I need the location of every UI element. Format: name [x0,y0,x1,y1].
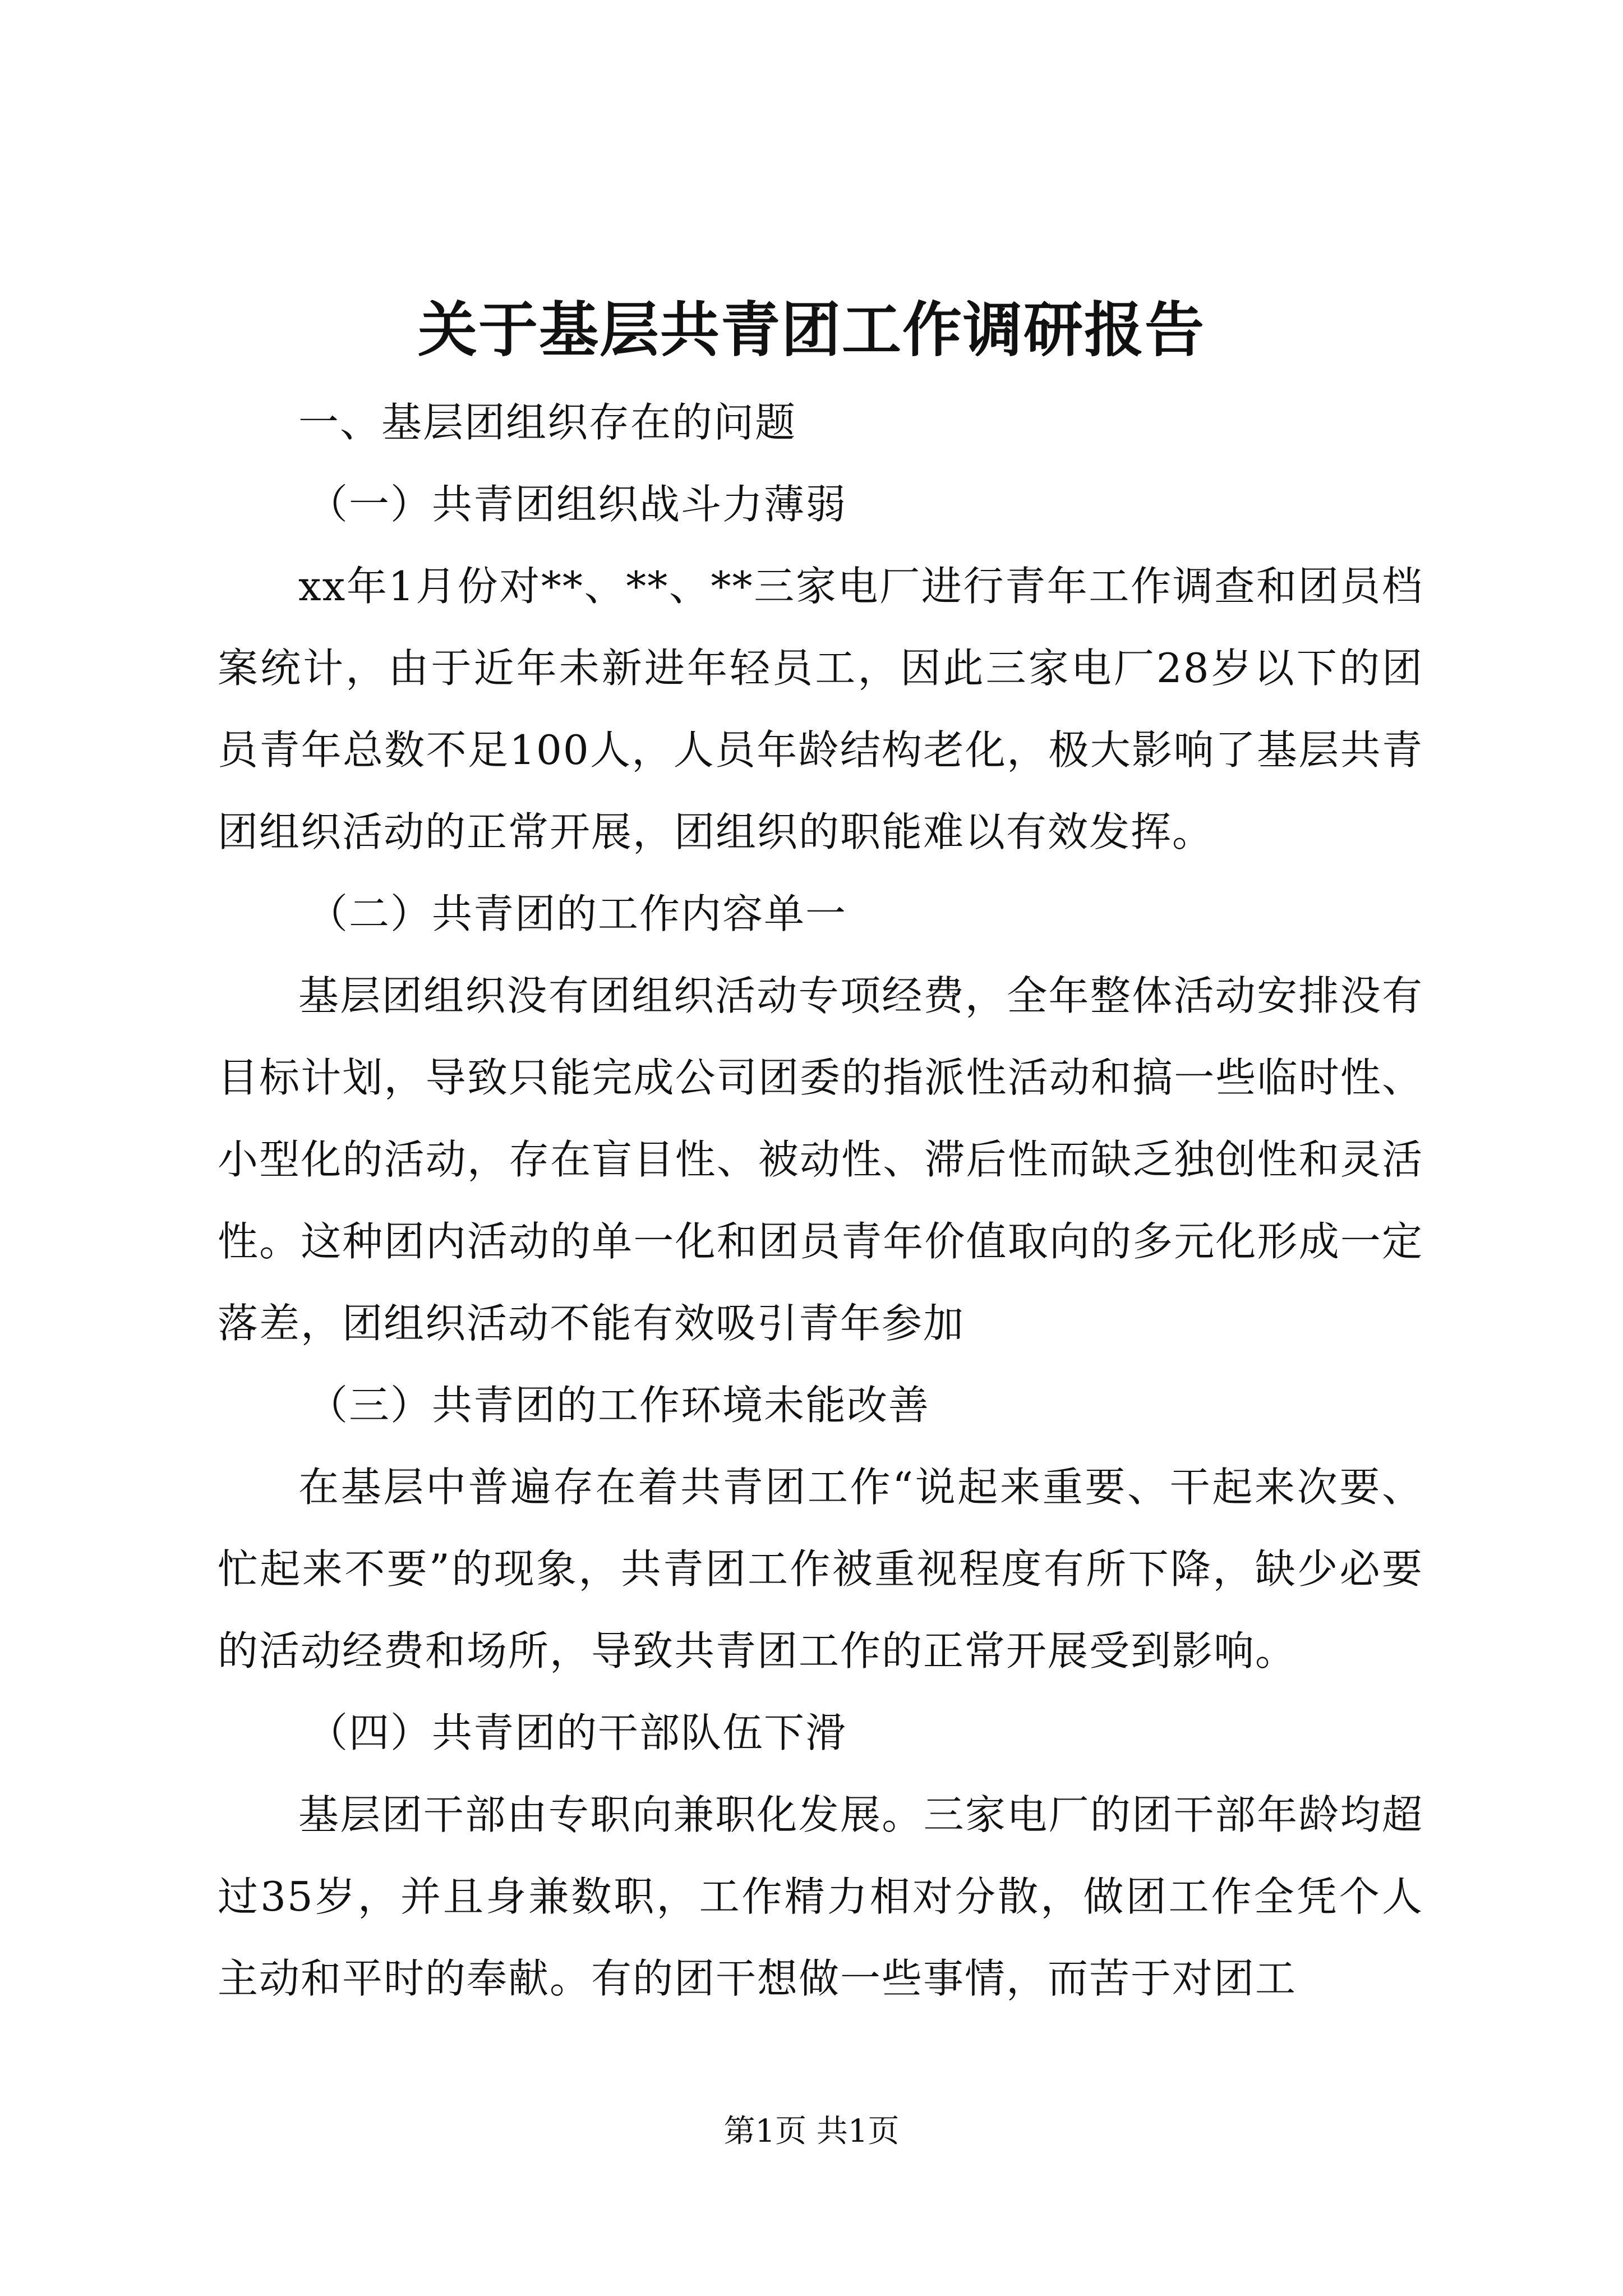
paragraph: 在基层中普遍存在着共青团工作“说起来重要、干起来次要、忙起来不要”的现象，共青团工作被重视程度有所下降，缺少必要的活动经费和场所，导致共青团工作的正常开展受到影响。 [218,1464,1423,1674]
subsection-heading: （四）共青团的干部队伍下滑 [307,1709,847,1756]
paragraph: 基层团干部由专职向兼职化发展。三家电厂的团干部年龄均超过35岁，并且身兼数职，工作精力相对分散，做团工作全凭个人主动和平时的奉献。有的团干想做一些事情，而苦于对团工 [218,1791,1423,2002]
subsection-heading: （二）共青团的工作内容单一 [307,890,847,937]
paragraph: xx年1月份对**、**、**三家电厂进行青年工作调查和团员档案统计，由于近年未新进年轻员工，因此三家电厂28岁以下的团员青年总数不足100人，人员年龄结构老化，极大影响了基层共青团组织活动的正常开展，团组织的职能难以有效发挥。 [218,563,1423,855]
page-number: 第1页 共1页 [723,2113,900,2150]
document-title: 关于基层共青团工作调研报告 [418,295,1205,365]
paragraph: 基层团组织没有团组织活动专项经费，全年整体活动安排没有目标计划，导致只能完成公司团委的指派性活动和搞一些临时性、小型化的活动，存在盲目性、被动性、滞后性而缺乏独创性和灵活性。这种团内活动的单一化和团员青年价值取向的多元化形成一定落差，团组织活动不能有效吸引青年参加 [218,972,1423,1347]
document-body [218,381,1423,2019]
subsection-heading: （三）共青团的工作环境未能改善 [307,1382,930,1429]
subsection-heading: （一）共青团组织战斗力薄弱 [307,481,847,528]
section-heading: 一、基层团组织存在的问题 [298,399,797,446]
